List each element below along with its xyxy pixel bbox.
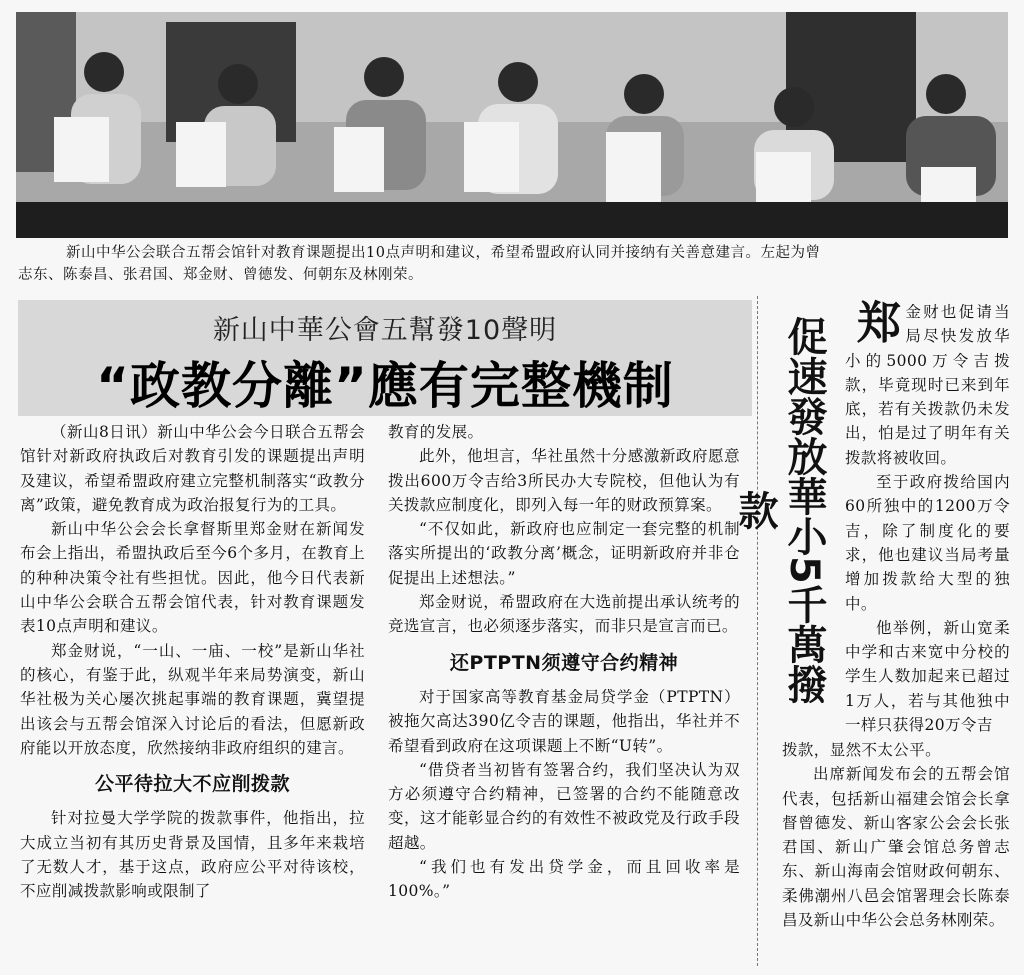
paragraph-text: 金财也促请当局尽快发放华小的5000万令吉拨款，毕竟现时已来到年底，若有关拨款仍未发出，怕是过了明年有关拨款将被收回。 — [845, 303, 1010, 467]
paragraph: “借贷者当初皆有签署合约，我们坚决认为双方必须遵守合约精神，已签署的合约不能随意改变，这才能彰显合约的有效性不被政党及行政手段超越。 — [388, 760, 740, 852]
caption-line-1: 新山中华公会联合五帮会馆针对教育课题提出10点声明和建议，希望希盟政府认同并接纳有关善意建言。左起为曾 — [66, 245, 821, 261]
paragraph: 针对拉曼大学学院的拨款事件，他指出，拉大成立当初有其历史背景及国情，且多年来栽培了无数人才，基于这点，政府应公平对待该校，不应削减拨款影响或限制了 — [20, 809, 365, 901]
paragraph: 对于国家高等教育基金局贷学金（PTPTN）被拖欠高达390亿令吉的课题，他指出，华社并不希望看到政府在这项课题上不断“U转”。 — [388, 687, 740, 755]
sidebar-column — [845, 300, 1010, 737]
news-photo — [16, 12, 1008, 238]
paragraph: （新山8日讯）新山中华公会今日联合五帮会馆针对新政府执政后对教育引发的课题提出声明及建议，希望希盟政府建立完整机制落实“政教分离”政策，避免教育成为政治报复行为的工具。 — [20, 423, 365, 514]
drop-cap: 郑 — [857, 298, 902, 349]
paragraph — [845, 300, 1010, 470]
paragraph: “不仅如此，新政府也应制定一套完整的机制落实所提出的‘政教分离’概念，证明新政府并非仓促提出上述想法。” — [388, 520, 740, 587]
paragraph: 他举例，新山宽柔中学和古来宽中分校的学生人数加起来已超过1万人，若与其他独中一样只获得20万令吉 — [845, 618, 1010, 735]
column-divider — [757, 296, 758, 966]
paragraph: 郑金财说，“一山、一庙、一校”是新山华社的核心，有鉴于此，纵观半年来局势演变，新山华社极为关心屡次挑起事端的教育课题，冀望提出该会与五帮会馆深入讨论后的看法，但愿新政府能以开放态度，欣然接纳非政府组织的建言。 — [20, 641, 365, 757]
paragraph: 郑金财说，希盟政府在大选前提出承认统考的竞选宣言，也必须逐步落实，而非只是宣言而已。 — [388, 593, 740, 636]
subheading: 还PTPTN须遵守合约精神 — [449, 651, 679, 674]
headline: “政教分離”應有完整機制 — [96, 357, 674, 415]
paragraph: 教育的发展。 — [388, 423, 484, 441]
caption-line-2: 志东、陈泰昌、张君国、郑金财、曾德发、何朝东及林刚荣。 — [18, 267, 423, 283]
paragraph: 新山中华公会会长拿督斯里郑金财在新闻发布会上指出，希盟执政后至今6个多月，在教育上的种种决策令社有些担忧。因此，他今日代表新山中华公会联合五帮会馆代表，针对教育课题发表10点声明和建议。 — [20, 520, 365, 636]
paragraph: “我们也有发出贷学金，而且回收率是100%。” — [388, 858, 740, 901]
subheading: 公平待拉大不应削拨款 — [94, 773, 290, 796]
headline-box — [18, 300, 752, 416]
article-column-1 — [20, 420, 365, 904]
group-photo-icon — [16, 12, 1008, 238]
kicker: 新山中華公會五幫發10聲明 — [212, 315, 558, 346]
paragraph: 拨款，显然不太公平。 — [782, 741, 942, 759]
paragraph: 此外，他坦言，华社虽然十分感激新政府愿意拨出600万令吉给3所民办大专院校，但他认为有关拨款应制度化，即列入每一年的财政预算案。 — [388, 447, 740, 514]
sidebar-column-wide — [782, 738, 1010, 932]
photo-caption — [18, 242, 1006, 286]
paragraph: 至于政府拨给国内60所独中的1200万令吉，除了制度化的要求，他也建议当局考量增加拨款给大型的独中。 — [845, 473, 1010, 613]
paragraph: 出席新闻发布会的五帮会馆代表，包括新山福建会馆会长拿督曾德发、新山客家公会会长张君国、新山广肇会馆总务曾志东、新山海南会馆财政何朝东、柔佛潮州八邑会馆署理会长陈泰昌及新山中华公会总务林刚荣。 — [782, 765, 1010, 930]
article-column-2 — [388, 420, 740, 904]
sidebar-headline: 促速發放華小5千萬撥款 — [732, 316, 827, 704]
